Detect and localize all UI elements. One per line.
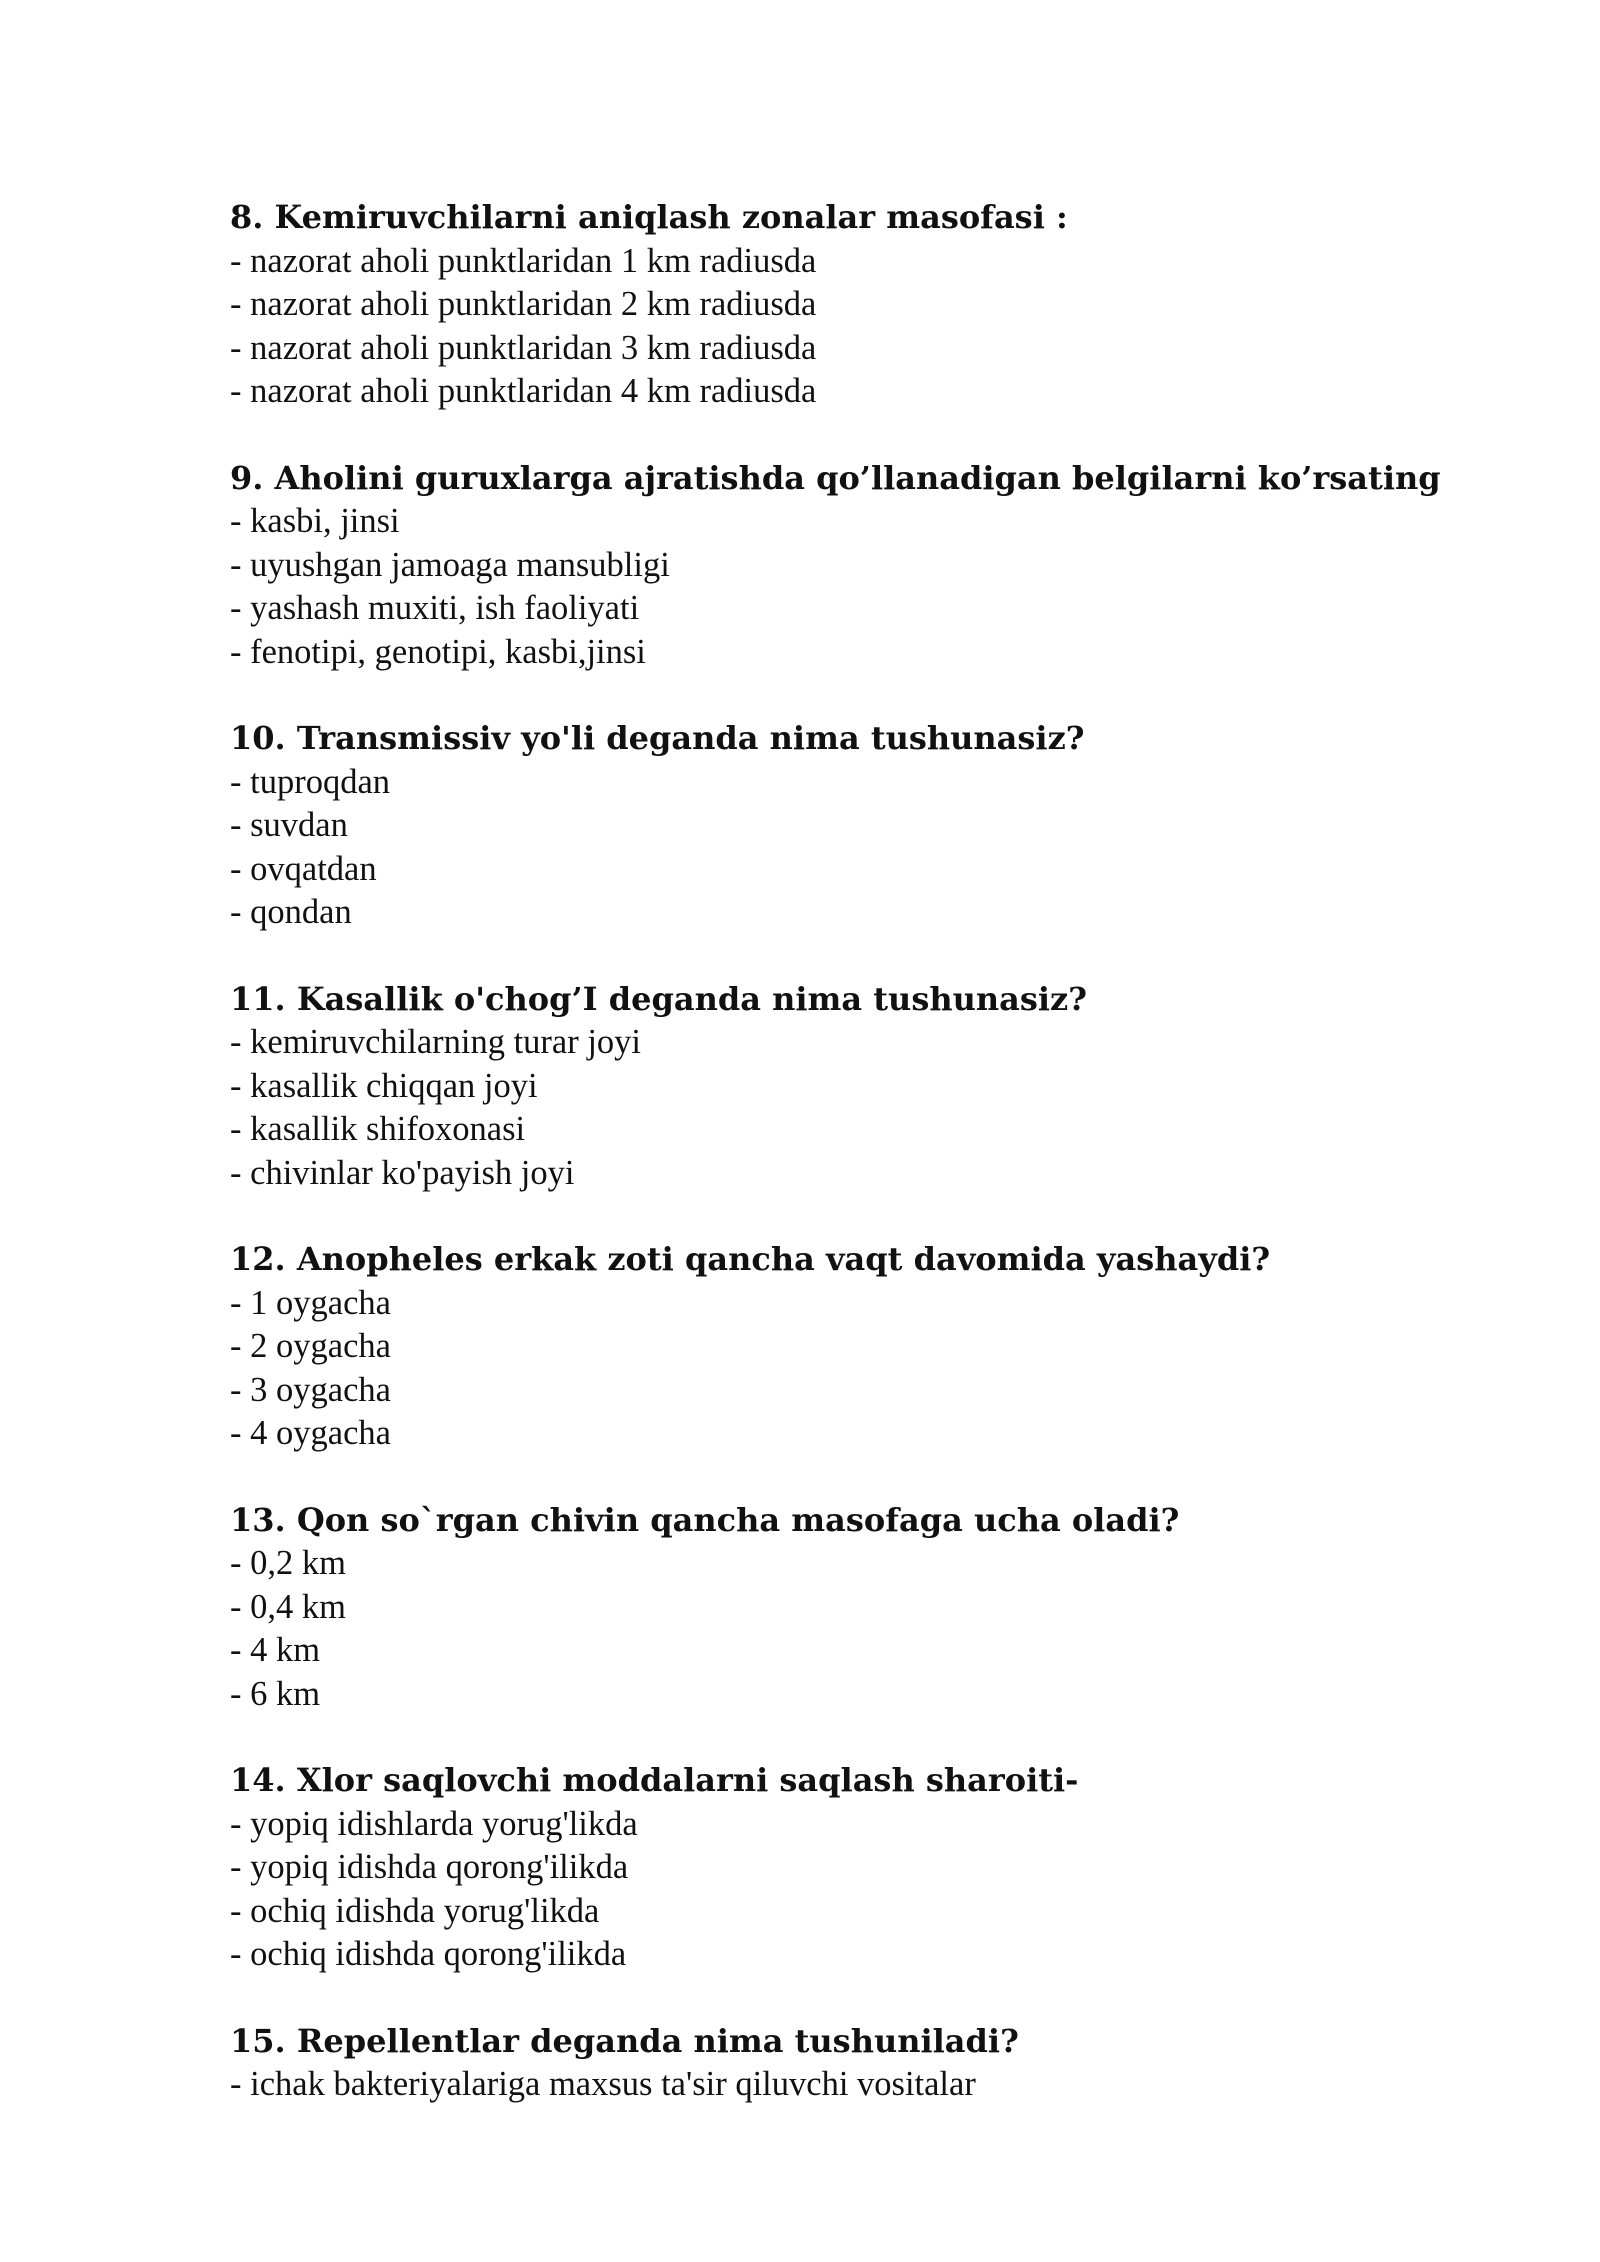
answer-option: [230, 891, 1470, 935]
option-dash: -: [230, 1023, 251, 1061]
question-text: Kasallik o'chog’I deganda nima tushunasiz?: [296, 979, 1087, 1018]
answer-option: [230, 1890, 1470, 1934]
question-number: 10.: [230, 719, 286, 757]
question-text: Transmissiv yo'li deganda nima tushunasiz?: [296, 719, 1085, 757]
answer-option: [230, 1586, 1470, 1630]
question-number: 13.: [230, 1500, 286, 1539]
question-10: [230, 717, 1470, 935]
option-dash: -: [230, 1631, 251, 1669]
option-text: 1 oygacha: [250, 1283, 391, 1322]
option-dash: -: [230, 285, 251, 323]
option-text: kemiruvchilarning turar joyi: [250, 1023, 642, 1061]
answer-option: [230, 1325, 1470, 1369]
option-dash: -: [230, 372, 251, 410]
option-dash: -: [230, 1066, 251, 1105]
answer-option: [230, 631, 1470, 675]
option-text: ichak bakteriyalariga maxsus ta'sir qiluvchi vositalar: [250, 2065, 976, 2103]
document-page: [230, 196, 1470, 2150]
answer-option: [230, 370, 1470, 414]
answer-option: [230, 500, 1470, 544]
option-text: ochiq idishda qorong'ilikda: [250, 1935, 627, 1973]
option-dash: -: [230, 1327, 251, 1365]
answer-option: [230, 1282, 1470, 1326]
question-title: [230, 978, 1470, 1022]
option-text: uyushgan jamoaga mansubligi: [250, 545, 670, 584]
question-title: [230, 717, 1470, 761]
option-dash: -: [230, 2065, 251, 2103]
option-text: kasallik shifoxonasi: [250, 1110, 526, 1148]
option-text: yashash muxiti, ish faoliyati: [250, 589, 640, 627]
option-text: ovqatdan: [250, 849, 377, 888]
answer-option: [230, 1933, 1470, 1977]
question-text: Anopheles erkak zoti qancha vaqt davomida yashaydi?: [296, 1240, 1271, 1278]
option-dash: -: [230, 502, 251, 540]
question-11: [230, 978, 1470, 1196]
option-dash: -: [230, 1587, 251, 1626]
option-text: yopiq idishda qorong'ilikda: [250, 1848, 629, 1886]
question-number: 11.: [230, 979, 286, 1018]
question-text: Kemiruvchilarni aniqlash zonalar masofasi :: [274, 198, 1068, 236]
question-8: [230, 196, 1470, 414]
question-title: [230, 457, 1470, 501]
answer-option: [230, 1673, 1470, 1717]
question-title: [230, 1499, 1470, 1543]
option-text: kasbi, jinsi: [250, 502, 400, 540]
option-text: yopiq idishlarda yorug'likda: [250, 1804, 638, 1843]
question-15: [230, 2020, 1470, 2107]
answer-option: [230, 544, 1470, 588]
option-text: 6 km: [250, 1674, 321, 1713]
option-text: tuproqdan: [250, 762, 391, 801]
answer-option: [230, 1152, 1470, 1196]
option-dash: -: [230, 589, 251, 627]
question-number: 15.: [230, 2021, 286, 2060]
question-title: [230, 2020, 1470, 2064]
option-dash: -: [230, 849, 251, 888]
option-dash: -: [230, 1153, 251, 1192]
option-dash: -: [230, 632, 251, 671]
option-dash: -: [230, 1674, 251, 1713]
option-text: qondan: [250, 893, 352, 931]
answer-option: [230, 283, 1470, 327]
option-text: chivinlar ko'payish joyi: [250, 1153, 575, 1192]
option-text: 4 oygacha: [250, 1414, 391, 1452]
option-text: nazorat aholi punktlaridan 2 km radiusda: [250, 285, 817, 323]
question-12: [230, 1238, 1470, 1456]
answer-option: [230, 1108, 1470, 1152]
answer-option: [230, 240, 1470, 284]
question-14: [230, 1759, 1470, 1977]
option-text: 2 oygacha: [250, 1327, 391, 1365]
option-text: nazorat aholi punktlaridan 4 km radiusda: [250, 372, 817, 410]
option-text: 0,2 km: [250, 1544, 346, 1582]
option-text: ochiq idishda yorug'likda: [250, 1891, 600, 1930]
option-text: suvdan: [250, 806, 348, 844]
question-title: [230, 1238, 1470, 1282]
option-text: kasallik chiqqan joyi: [250, 1066, 538, 1105]
option-text: nazorat aholi punktlaridan 1 km radiusda: [250, 241, 817, 280]
answer-option: [230, 761, 1470, 805]
option-dash: -: [230, 241, 251, 280]
answer-option: [230, 327, 1470, 371]
question-text: Xlor saqlovchi moddalarni saqlash sharoiti-: [296, 1761, 1079, 1799]
option-dash: -: [230, 1544, 251, 1582]
answer-option: [230, 804, 1470, 848]
answer-option: [230, 1542, 1470, 1586]
option-dash: -: [230, 545, 251, 584]
option-dash: -: [230, 893, 251, 931]
option-dash: -: [230, 762, 251, 801]
answer-option: [230, 1803, 1470, 1847]
question-text: Aholini guruxlarga ajratishda qo’llanadigan belgilarni ko’rsating: [274, 458, 1441, 497]
question-13: [230, 1499, 1470, 1717]
answer-option: [230, 1412, 1470, 1456]
option-text: fenotipi, genotipi, kasbi,jinsi: [250, 632, 646, 671]
question-number: 8.: [230, 198, 264, 236]
answer-option: [230, 1065, 1470, 1109]
option-dash: -: [230, 1110, 251, 1148]
question-number: 12.: [230, 1240, 286, 1278]
question-text: Repellentlar deganda nima tushuniladi?: [296, 2021, 1019, 2060]
answer-option: [230, 2063, 1470, 2107]
option-dash: -: [230, 1935, 251, 1973]
option-dash: -: [230, 1804, 251, 1843]
option-dash: -: [230, 1370, 251, 1409]
option-dash: -: [230, 1283, 251, 1322]
question-number: 9.: [230, 458, 264, 497]
question-9: [230, 457, 1470, 675]
option-text: 3 oygacha: [250, 1370, 391, 1409]
option-dash: -: [230, 806, 251, 844]
answer-option: [230, 1629, 1470, 1673]
option-dash: -: [230, 1891, 251, 1930]
option-text: 0,4 km: [250, 1587, 346, 1626]
question-title: [230, 196, 1470, 240]
answer-option: [230, 1021, 1470, 1065]
option-dash: -: [230, 1414, 251, 1452]
option-dash: -: [230, 1848, 251, 1886]
question-number: 14.: [230, 1761, 286, 1799]
option-dash: -: [230, 328, 251, 367]
answer-option: [230, 587, 1470, 631]
answer-option: [230, 1369, 1470, 1413]
option-text: 4 km: [250, 1631, 321, 1669]
answer-option: [230, 848, 1470, 892]
answer-option: [230, 1846, 1470, 1890]
option-text: nazorat aholi punktlaridan 3 km radiusda: [250, 328, 817, 367]
question-title: [230, 1759, 1470, 1803]
question-text: Qon so`rgan chivin qancha masofaga ucha oladi?: [296, 1500, 1180, 1539]
